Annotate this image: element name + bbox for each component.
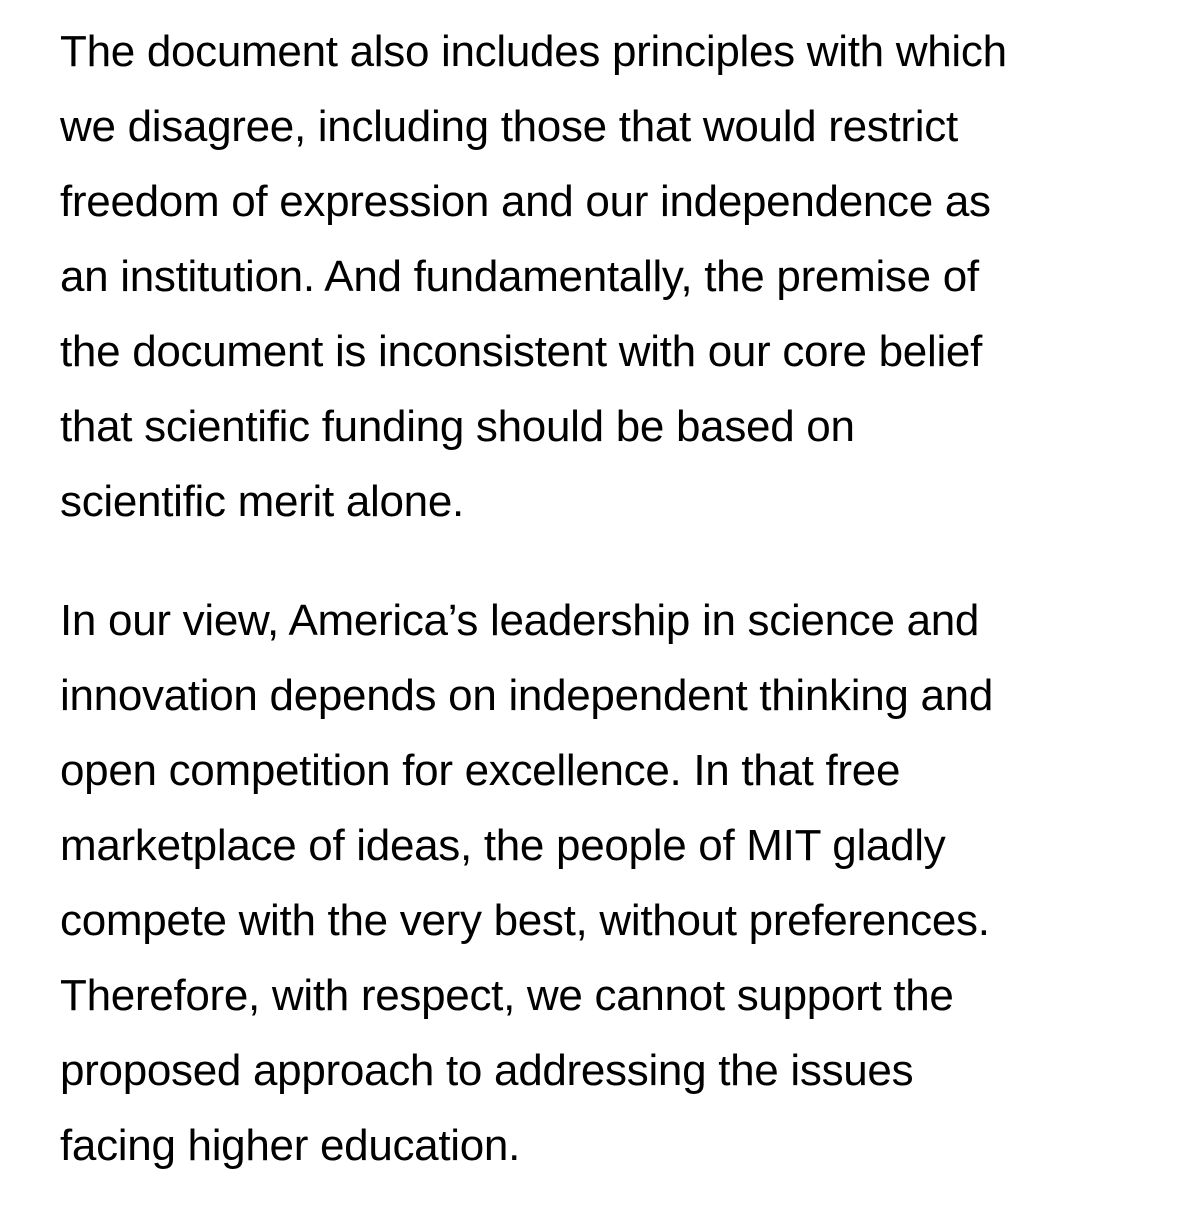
- text-line: proposed approach to addressing the issues: [60, 1046, 914, 1095]
- text-line: Therefore, with respect, we cannot support the: [60, 971, 954, 1020]
- text-line: marketplace of ideas, the people of MIT gladly: [60, 821, 946, 870]
- text-line: we disagree, including those that would restrict: [60, 102, 958, 151]
- text-line: that scientific funding should be based on: [60, 402, 855, 451]
- text-line: innovation depends on independent thinking and: [60, 671, 993, 720]
- text-line: an institution. And fundamentally, the premise of: [60, 252, 979, 301]
- text-line: The document also includes principles with which: [60, 27, 1007, 76]
- text-line: scientific merit alone.: [60, 477, 464, 526]
- text-line: the document is inconsistent with our core belief: [60, 327, 983, 376]
- text-line: In our view, America’s leadership in science and: [60, 596, 980, 645]
- text-line: open competition for excellence. In that free: [60, 746, 901, 795]
- paragraph-leadership: [0, 583, 993, 1183]
- text-line: facing higher education.: [60, 1121, 521, 1170]
- text-line: compete with the very best, without preferences.: [60, 896, 990, 945]
- paragraph-principles: [0, 14, 1007, 539]
- text-line: freedom of expression and our independence as: [60, 177, 991, 226]
